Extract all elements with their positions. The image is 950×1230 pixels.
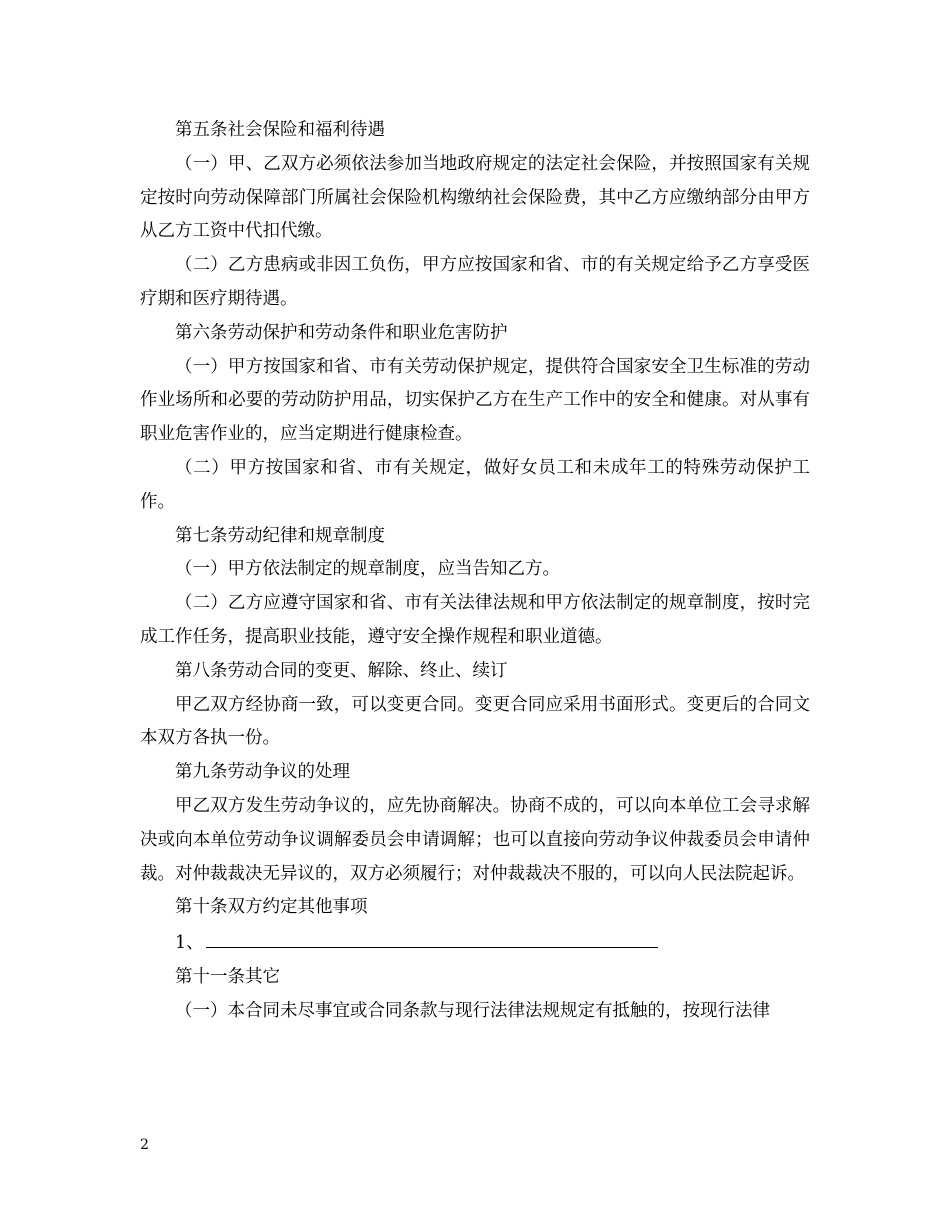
article-10-heading: 第十条双方约定其他事项 [175,897,368,918]
fill-in-blank-line [206,925,658,948]
article-10-item-1 [140,925,810,961]
page-number: 2 [140,1137,149,1153]
article-9-heading: 第九条劳动争议的处理 [175,762,350,783]
article-8-body: 甲乙双方经协商一致，可以变更合同。变更合同应采用书面形式。变更后的合同文本双方各执一份。 [140,694,810,749]
article-5-heading: 第五条社会保险和福利待遇 [175,120,385,140]
article-8-heading: 第八条劳动合同的变更、解除、终止、续订 [175,660,508,681]
article-10-item-1-label: 1、 [175,933,204,954]
article-5-clause-2: （二）乙方患病或非因工负伤，甲方应按国家和省、市的有关规定给予乙方享受医疗期和医疗期待遇。 [140,255,810,309]
article-11-heading: 第十一条其它 [175,966,280,987]
article-5-clause-1: （一）甲、乙双方必须依法参加当地政府规定的法定社会保险，并按照国家有关规定按时向劳动保障部门所属社会保险机构缴纳社会保险费，其中乙方应缴纳部分由甲方从乙方工资中代扣代缴。 [140,153,810,242]
article-9-body: 甲乙双方发生劳动争议的，应先协商解决。协商不成的，可以向本单位工会寻求解决或向本单位劳动争议调解委员会申请调解；也可以直接向劳动争议仲裁委员会申请仲裁。对仲裁裁决无异议的，双方必须履行；对仲裁裁决不服的，可以向人民法院起诉。 [140,795,810,884]
article-7-clause-1: （一）甲方依法制定的规章制度，应当告知乙方。 [175,559,560,580]
article-6-clause-2: （二）甲方按国家和省、市有关规定，做好女员工和未成年工的特殊劳动保护工作。 [140,457,810,512]
document-body [140,114,810,1029]
article-7-clause-2: （二）乙方应遵守国家和省、市有关法律法规和甲方依法制定的规章制度，按时完成工作任务，提高职业技能，遵守安全操作规程和职业道德。 [140,593,810,647]
article-6-heading: 第六条劳动保护和劳动条件和职业危害防护 [175,322,508,343]
article-7-heading: 第七条劳动纪律和规章制度 [175,525,385,546]
article-6-clause-1: （一）甲方按国家和省、市有关劳动保护规定，提供符合国家安全卫生标准的劳动作业场所和必要的劳动防护用品，切实保护乙方在生产工作中的安全和健康。对从事有职业危害作业的，应当定期进行健康检查。 [140,356,810,445]
article-11-clause-1: （一）本合同未尽事宜或合同条款与现行法律法规规定有抵触的，按现行法律 [175,1000,770,1021]
